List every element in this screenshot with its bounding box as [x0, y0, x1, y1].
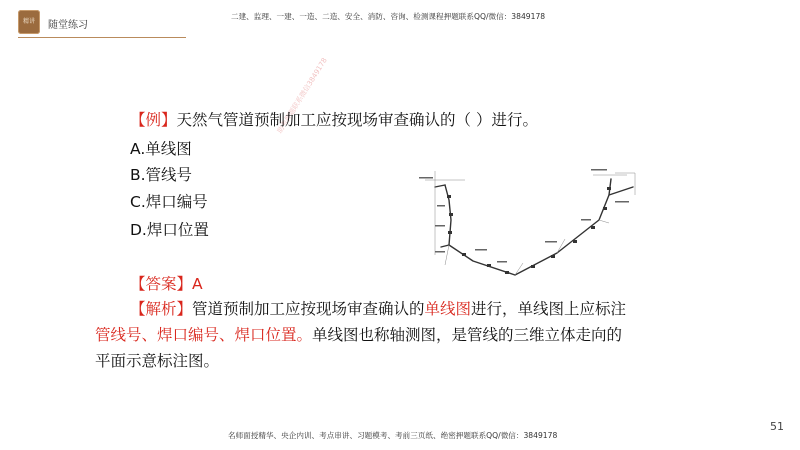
option-d: D.焊口位置: [130, 221, 209, 239]
analysis-line-2: [95, 322, 655, 348]
analysis-highlight-2: 管线号、焊口编号、焊口位置。: [95, 326, 313, 344]
question-text: [130, 108, 538, 130]
analysis-tag: 【解析】: [130, 300, 193, 318]
section-divider: [18, 37, 186, 38]
brand-logo: 精讲: [18, 10, 40, 34]
answer: [130, 272, 203, 294]
analysis-text-3: 单线图也称轴测图，是管线的三维立体走向的: [312, 326, 623, 344]
header-banner: 二建、监理、一建、一造、二造、安全、消防、咨询、检测课程押题联系QQ/微信：3849178: [231, 12, 546, 21]
watermark-text: 助考押题联系微信3849178: [275, 56, 329, 135]
option-b: B.管线号: [130, 166, 193, 184]
analysis-line-3: 平面示意标注图。: [95, 352, 220, 370]
analysis: [95, 296, 655, 374]
analysis-line-1: [95, 296, 655, 322]
answer-label: 【答案】: [130, 275, 193, 293]
section-title: 随堂练习: [48, 20, 88, 31]
option-a: A.单线图: [130, 140, 192, 158]
option-c: C.焊口编号: [130, 193, 208, 211]
question-body: 天然气管道预制加工应按现场审查确认的（ ）进行。: [176, 111, 538, 129]
analysis-text-1: 管道预制加工应按现场审查确认的: [192, 300, 425, 318]
analysis-text-2: 进行，单线图上应标注: [471, 300, 627, 318]
isometric-pipe-drawing: [405, 165, 645, 280]
page-number: 51: [770, 420, 784, 433]
footer-banner: 名师面授精华、央企内训、考点串讲、习题模考、考前三页纸、绝密押题联系QQ/微信：3849178: [228, 431, 558, 440]
analysis-highlight-1: 单线图: [424, 300, 472, 318]
question-tag: 【例】: [130, 111, 177, 129]
answer-value: A: [192, 275, 203, 293]
